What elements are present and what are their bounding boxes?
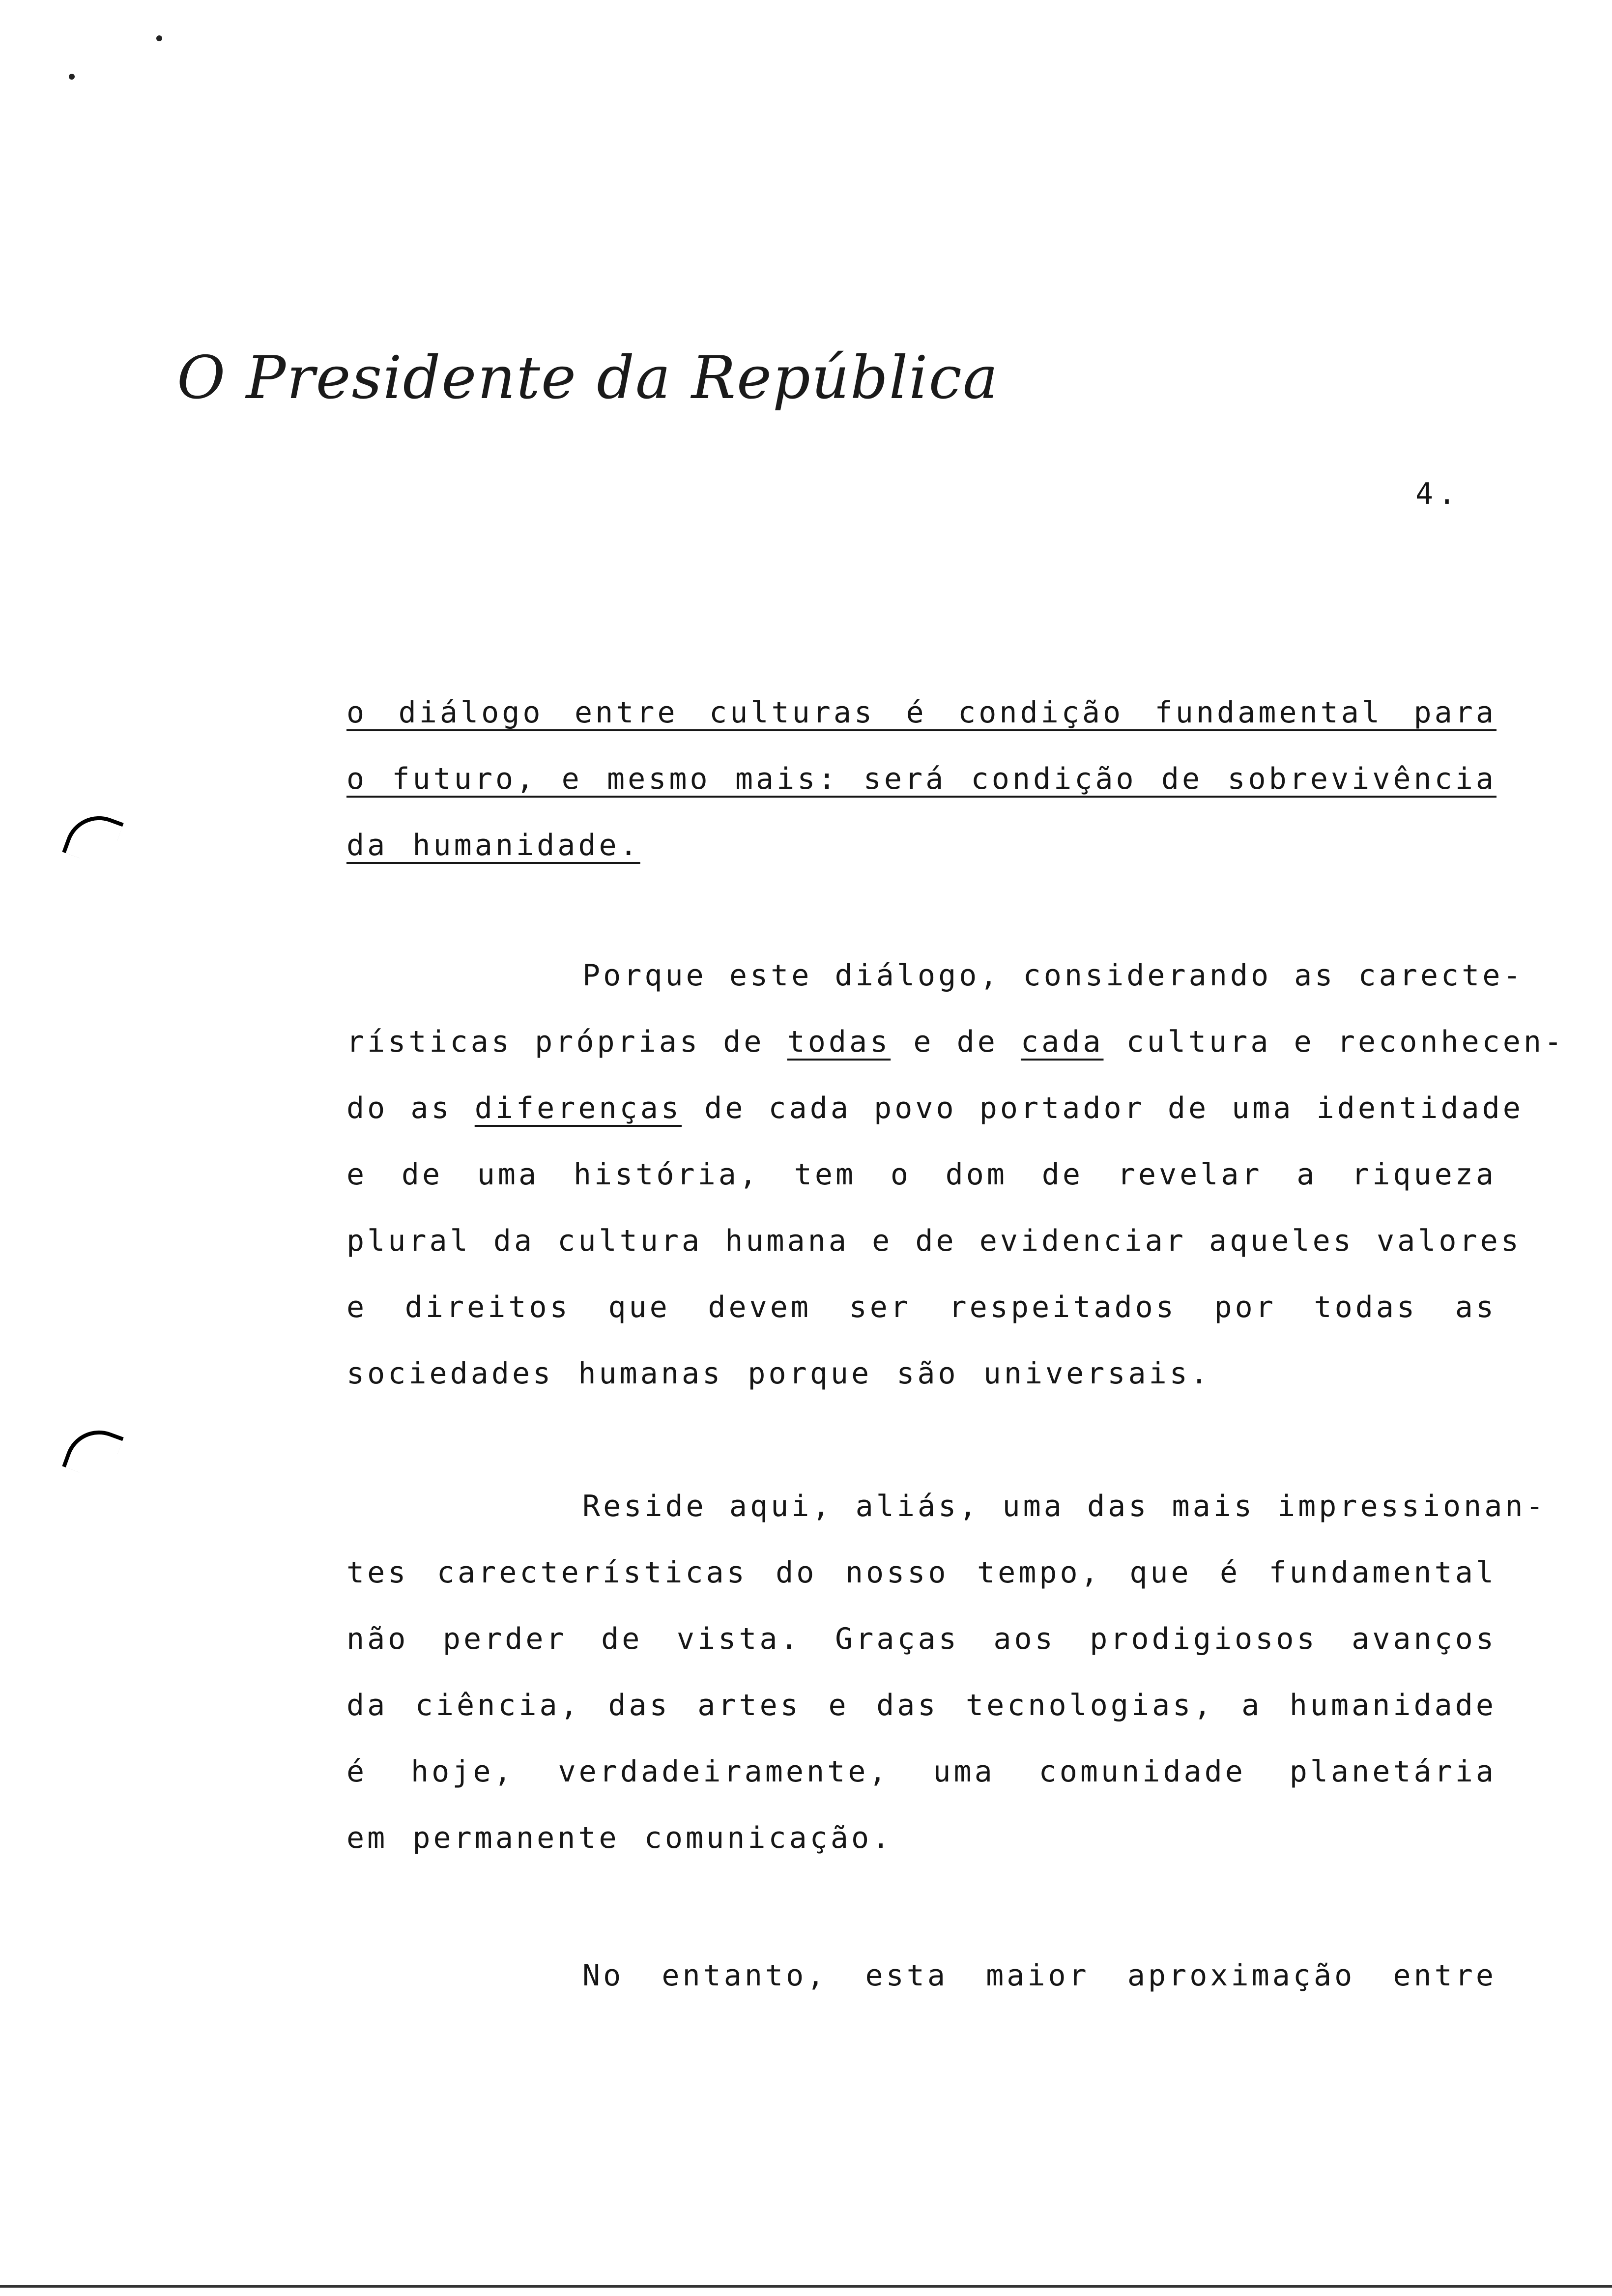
paragraph-3-line-3: não perder de vista. Graças aos prodigiosos avanços	[346, 1622, 1497, 1656]
fragment: do as	[346, 1091, 475, 1125]
paragraph-4-line-1: No entanto, esta maior aproximação entre	[582, 1958, 1497, 1993]
margin-punch-mark	[62, 1421, 124, 1483]
paragraph-2-line-2	[346, 1022, 1565, 1062]
letterhead: O Presidente da República	[177, 344, 999, 412]
fragment: rísticas próprias de	[346, 1025, 787, 1059]
paragraph-2-line-4: e de uma história, tem o dom de revelar a riqueza	[346, 1157, 1497, 1192]
paragraph-3-line-6: em permanente comunicação.	[346, 1821, 893, 1855]
fragment: de cada povo portador de uma identidade	[681, 1091, 1524, 1125]
scan-speck	[69, 74, 75, 80]
paragraph-2-line-5: plural da cultura humana e de evidenciar aqueles valores	[346, 1224, 1522, 1258]
fragment: e de	[891, 1025, 1021, 1059]
paragraph-2-line-7: sociedades humanas porque são universais.	[346, 1356, 1211, 1391]
paragraph-2-line-3	[346, 1089, 1524, 1128]
paragraph-1-line-3-text: da humanidade.	[346, 828, 640, 862]
fragment: cultura e reconhecen-	[1103, 1025, 1565, 1059]
paragraph-3-line-1: Reside aqui, aliás, uma das mais impressionan-	[582, 1489, 1547, 1523]
underlined-word-diferencas: diferenças	[474, 1091, 682, 1125]
paragraph-1-line-2: o futuro, e mesmo mais: será condição de sobrevivência	[346, 762, 1497, 796]
margin-punch-mark	[62, 806, 124, 868]
paragraph-1-line-1: o diálogo entre culturas é condição fundamental para	[346, 695, 1497, 730]
paragraph-1-line-3	[346, 826, 1497, 865]
paragraph-3-line-5: é hoje, verdadeiramente, uma comunidade planetária	[346, 1754, 1497, 1789]
paragraph-2-line-6: e direitos que devem ser respeitados por todas as	[346, 1290, 1497, 1324]
paragraph-3-line-4: da ciência, das artes e das tecnologias, a humanidade	[346, 1688, 1497, 1722]
paragraph-3-line-2: tes carecterísticas do nosso tempo, que é fundamental	[346, 1555, 1497, 1590]
underlined-word-todas: todas	[787, 1025, 891, 1059]
underlined-word-cada: cada	[1020, 1025, 1104, 1059]
page-number: 4.	[1415, 477, 1461, 511]
paragraph-2-line-1: Porque este diálogo, considerando as carecte-	[582, 958, 1524, 993]
bottom-edge-line	[0, 2285, 1612, 2288]
scan-speck	[156, 35, 162, 41]
